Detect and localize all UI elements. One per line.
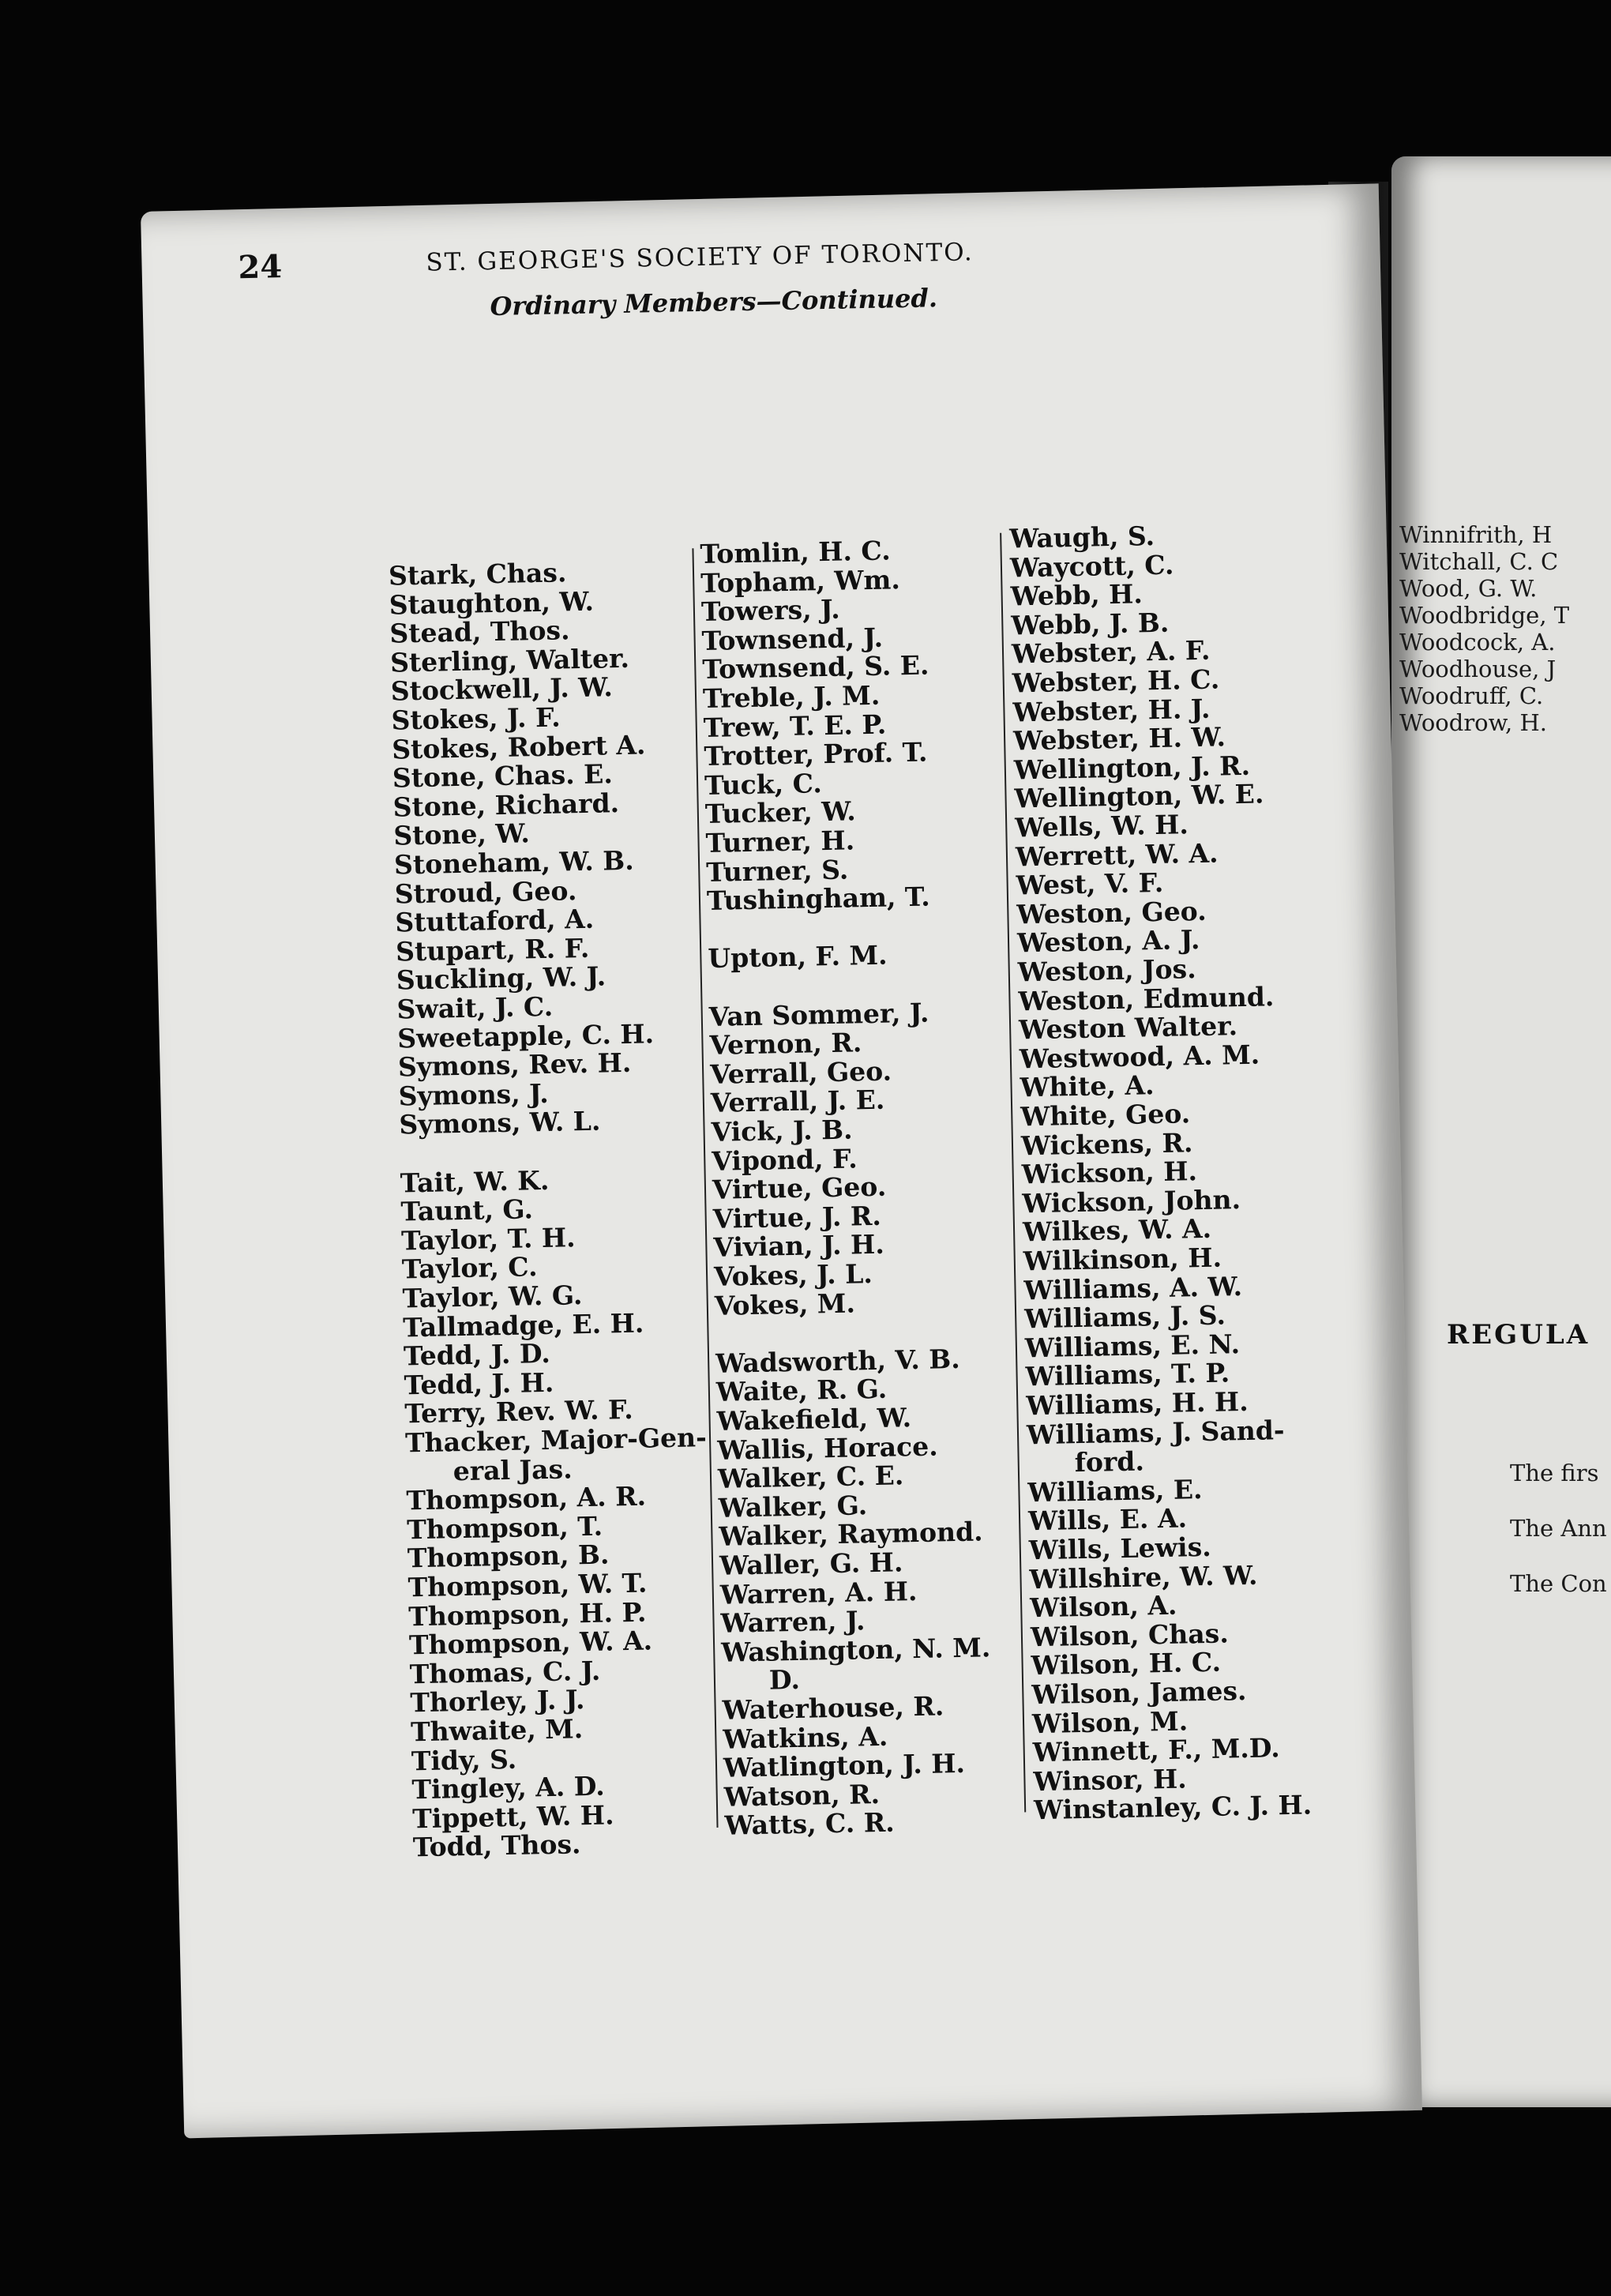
member-name: Wills, Lewis.: [1028, 1531, 1212, 1566]
member-name: Webster, A. F.: [1011, 635, 1211, 670]
member-name: Werrett, W. A.: [1015, 837, 1219, 873]
member-name: Wilkinson, H.: [1023, 1242, 1222, 1277]
member-name: Thompson, T.: [406, 1510, 603, 1546]
member-name: Taylor, W. G.: [402, 1280, 583, 1314]
member-name: Washington, N. M.: [720, 1632, 991, 1668]
member-name: Van Sommer, J.: [708, 997, 929, 1032]
member-name: Stuttaford, A.: [395, 903, 595, 938]
right-page-name: Witchall, C. C: [1399, 548, 1559, 575]
member-name: Williams, T. P.: [1025, 1357, 1230, 1392]
member-name: Weston, Jos.: [1017, 953, 1197, 988]
member-name: Wallis, Horace.: [716, 1430, 938, 1466]
member-name: eral Jas.: [453, 1452, 573, 1486]
member-name: Symons, J.: [398, 1077, 550, 1112]
member-name: Wells, W. H.: [1014, 809, 1189, 844]
member-name: Thompson, H. P.: [407, 1596, 647, 1632]
member-name: Stupart, R. F.: [395, 932, 590, 968]
member-name: Walker, Raymond.: [719, 1516, 983, 1553]
member-name: Winstanley, C. J. H.: [1033, 1789, 1312, 1826]
member-name: Vokes, J. L.: [713, 1258, 873, 1292]
member-name: Thompson, B.: [407, 1539, 610, 1574]
member-name: Stoneham, W. B.: [393, 844, 634, 881]
member-name: Warren, A. H.: [719, 1575, 918, 1610]
member-name: Williams, J. S.: [1023, 1299, 1226, 1335]
member-name: Warren, J.: [720, 1605, 866, 1639]
member-name: Vernon, R.: [709, 1027, 862, 1062]
member-name: Wilson, H. C.: [1031, 1647, 1222, 1682]
member-name: Walker, C. E.: [717, 1460, 904, 1495]
member-name: Topham, Wm.: [700, 563, 901, 599]
member-name: Trotter, Prof. T.: [704, 736, 928, 772]
member-name: Vick, J. B.: [711, 1114, 853, 1148]
member-name: Taylor, T. H.: [400, 1222, 576, 1257]
right-page-name: Wood, G. W.: [1399, 575, 1538, 602]
member-name: Thacker, Major-Gen-: [404, 1422, 708, 1459]
member-name: Waugh, S.: [1008, 520, 1155, 554]
member-name: Todd, Thos.: [412, 1828, 581, 1863]
right-page-name: Woodrow, H.: [1399, 709, 1547, 736]
member-name: Webster, H. W.: [1012, 721, 1226, 757]
member-name: Wilkes, W. A.: [1022, 1213, 1212, 1248]
member-name: Swait, J. C.: [396, 990, 554, 1025]
member-name: Staughton, W.: [389, 585, 595, 621]
member-name: Westwood, A. M.: [1019, 1039, 1260, 1075]
right-page-name: Winnifrith, H: [1399, 521, 1553, 548]
member-name: Wellington, J. R.: [1013, 750, 1251, 786]
member-name: Weston Walter.: [1018, 1010, 1238, 1046]
member-name: Treble, J. M.: [702, 679, 881, 715]
member-name: Virtue, J. R.: [712, 1200, 882, 1234]
member-name: Waite, R. G.: [715, 1373, 888, 1408]
member-name: Wadsworth, V. B.: [715, 1343, 961, 1379]
member-name: Suckling, W. J.: [396, 960, 606, 996]
member-name: Wills, E. A.: [1027, 1502, 1188, 1537]
member-name: Stokes, J. F.: [391, 701, 561, 736]
member-name: Watkins, A.: [723, 1720, 888, 1755]
member-name: Townsend, S. E.: [702, 649, 929, 686]
member-name: Tuck, C.: [704, 767, 823, 801]
member-name: Vivian, J. H.: [713, 1229, 885, 1264]
member-name: Williams, A. W.: [1023, 1270, 1243, 1306]
member-name: Stone, Richard.: [392, 787, 620, 823]
member-name: Stone, Chas. E.: [392, 758, 614, 794]
right-page-name: Woodcock, A.: [1399, 629, 1556, 656]
right-page-line: The Con: [1510, 1570, 1607, 1597]
member-name: Turner, S.: [705, 854, 849, 888]
member-name: Wilson, A.: [1029, 1589, 1177, 1624]
member-name: Tomlin, H. C.: [700, 535, 891, 570]
member-name: Tedd, J. D.: [403, 1338, 551, 1372]
member-name: Williams, E.: [1027, 1473, 1203, 1509]
member-name: Tingley, A. D.: [411, 1770, 606, 1806]
member-name: Williams, E. N.: [1024, 1328, 1241, 1364]
right-page-line: The firs: [1510, 1460, 1599, 1486]
page-number: 24: [238, 248, 283, 287]
member-name: Symons, Rev. H.: [397, 1047, 632, 1083]
member-name: Webster, H. J.: [1012, 693, 1211, 728]
right-page-heading: REGULA: [1447, 1319, 1590, 1351]
member-name: Tippett, W. H.: [411, 1799, 614, 1835]
member-name: Waterhouse, R.: [722, 1690, 944, 1726]
member-name: Taylor, C.: [401, 1251, 538, 1285]
member-name: Thorley, J. J.: [410, 1684, 585, 1719]
member-name: Waycott, C.: [1009, 549, 1174, 584]
member-name: Stockwell, J. W.: [390, 671, 614, 707]
member-name: Verrall, J. E.: [710, 1084, 885, 1119]
member-name: Stokes, Robert A.: [391, 729, 646, 765]
member-name: Wickens, R.: [1020, 1126, 1193, 1161]
member-name: Stead, Thos.: [389, 614, 570, 649]
member-name: Sterling, Walter.: [389, 642, 630, 678]
member-name: Sweetapple, C. H.: [396, 1017, 655, 1054]
member-name: Tidy, S.: [411, 1743, 517, 1776]
member-name: Thompson, A. R.: [406, 1480, 647, 1516]
member-name: Stark, Chas.: [388, 557, 567, 592]
member-name: Weston, Geo.: [1016, 895, 1207, 930]
running-head: ST. GEORGE'S SOCIETY OF TORONTO.: [426, 238, 974, 277]
member-name: Thompson, W. T.: [407, 1567, 648, 1603]
right-page-name: Woodruff, C.: [1399, 682, 1544, 709]
member-name: Turner, H.: [705, 825, 855, 859]
member-name: Winnett, F., M.D.: [1032, 1732, 1281, 1768]
member-name: Winsor, H.: [1033, 1763, 1188, 1798]
member-name: Tait, W. K.: [400, 1164, 550, 1199]
member-name: Williams, H. H.: [1025, 1385, 1249, 1422]
member-name: Willshire, W. W.: [1029, 1559, 1258, 1595]
member-name: Williams, J. Sand-: [1026, 1414, 1285, 1450]
member-name: Webster, H. C.: [1012, 663, 1220, 699]
member-name: Towers, J.: [700, 593, 840, 628]
member-name: Watts, C. R.: [724, 1807, 896, 1842]
section-subheading: Ordinary Members—Continued.: [490, 283, 938, 322]
member-name: Taunt, G.: [400, 1193, 534, 1227]
member-name: Trew, T. E. P.: [703, 708, 887, 743]
member-name: Thomas, C. J.: [409, 1655, 601, 1690]
member-name: Wilson, M.: [1031, 1705, 1189, 1739]
member-name: Wickson, John.: [1022, 1183, 1241, 1219]
member-name: Watlington, J. H.: [723, 1748, 966, 1783]
member-name: White, Geo.: [1020, 1098, 1191, 1133]
member-name: Verrall, Geo.: [709, 1055, 892, 1090]
member-name: Wellington, W. E.: [1014, 778, 1264, 814]
right-page-name: Woodhouse, J: [1399, 656, 1557, 682]
member-name: Stone, W.: [392, 817, 531, 851]
right-page-name: Woodbridge, T: [1399, 602, 1570, 629]
member-name: Weston, Edmund.: [1018, 980, 1275, 1017]
member-name: Virtue, Geo.: [712, 1171, 887, 1206]
member-name: Thompson, W. A.: [408, 1625, 653, 1661]
right-page-line: The Ann: [1510, 1515, 1607, 1542]
member-name: Townsend, J.: [701, 622, 884, 656]
member-name: Tedd, J. H.: [404, 1366, 554, 1401]
member-name: Watson, R.: [723, 1778, 881, 1813]
member-name: Vipond, F.: [711, 1142, 858, 1177]
member-name: D.: [768, 1664, 801, 1697]
member-name: West, V. F.: [1016, 867, 1164, 901]
member-name: Weston, A. J.: [1016, 924, 1200, 959]
member-name: Tallmadge, E. H.: [402, 1307, 644, 1343]
member-name: Upton, F. M.: [708, 939, 888, 975]
member-name: Tushingham, T.: [706, 881, 931, 917]
member-name: Stroud, Geo.: [394, 874, 577, 910]
member-name: Waller, G. H.: [719, 1546, 903, 1581]
member-name: Vokes, M.: [714, 1287, 856, 1321]
member-name: Tucker, W.: [704, 795, 857, 830]
member-name: Wakefield, W.: [716, 1402, 912, 1437]
member-name: White, A.: [1020, 1069, 1155, 1103]
member-name: Wickson, H.: [1021, 1156, 1198, 1190]
member-name: Walker, G.: [718, 1490, 868, 1524]
member-name: Wilson, Chas.: [1030, 1618, 1230, 1653]
member-name: Symons, W. L.: [399, 1105, 601, 1140]
member-name: ford.: [1074, 1445, 1145, 1479]
member-name: Terry, Rev. W. F.: [404, 1394, 634, 1430]
member-name: Wilson, James.: [1031, 1675, 1247, 1711]
member-name: Webb, J. B.: [1011, 607, 1170, 641]
member-name: Thwaite, M.: [410, 1713, 584, 1748]
member-name: Webb, H.: [1010, 578, 1143, 612]
